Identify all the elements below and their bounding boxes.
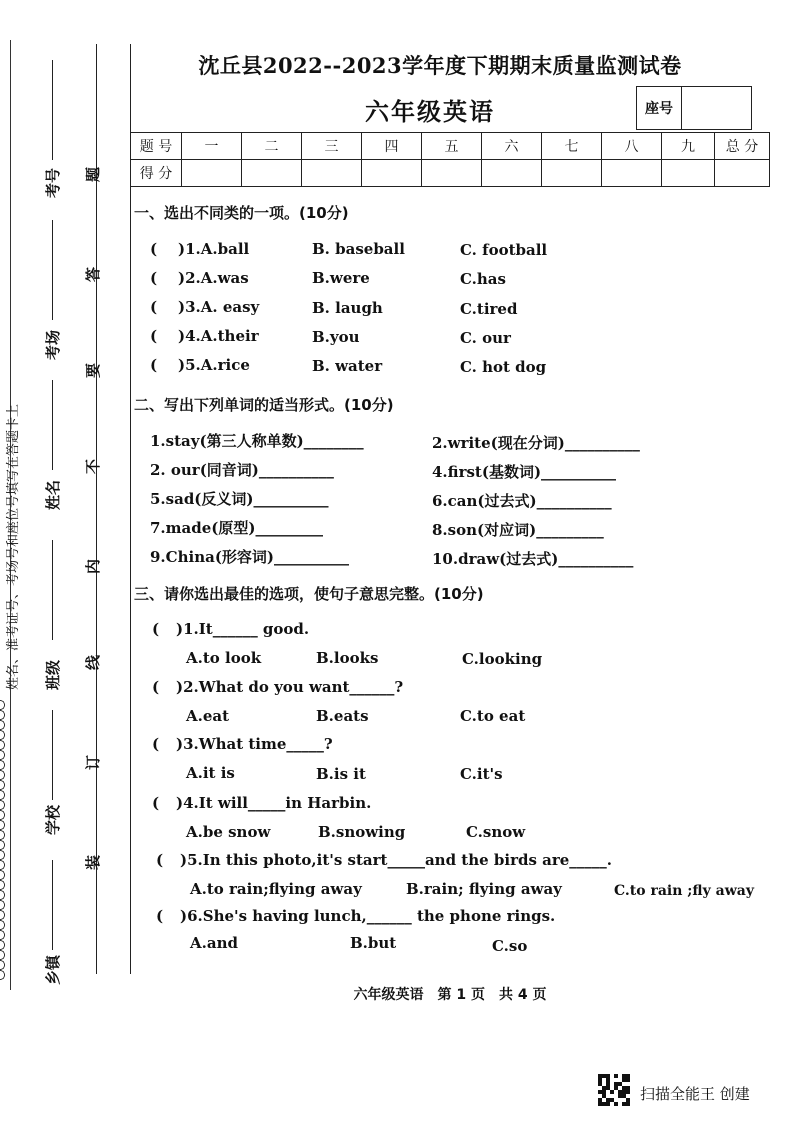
option-c: C.looking xyxy=(462,650,543,668)
option-a: )4.A.their xyxy=(178,327,259,345)
option-a: A.to rain;flying away xyxy=(190,880,362,898)
score-table-row-label: 得 分 xyxy=(131,160,182,187)
score-table-col-header: 二 xyxy=(242,133,302,160)
answer-paren[interactable]: ( xyxy=(152,678,160,696)
word-form-item[interactable]: 2.write(现在分词)__________ xyxy=(432,434,640,452)
seat-number-box xyxy=(636,86,752,130)
option-c: C.has xyxy=(460,270,506,288)
score-cell[interactable] xyxy=(242,160,302,187)
word-form-item[interactable]: 4.first(基数词)__________ xyxy=(432,463,617,481)
binding-line xyxy=(96,44,97,974)
word-form-item[interactable]: 1.stay(第三人称单数)________ xyxy=(150,432,364,450)
answer-paren[interactable]: ( xyxy=(150,298,158,316)
section3-heading: 三、请你选出最佳的选项，使句子意思完整。(10分) xyxy=(134,585,484,603)
option-a: A.and xyxy=(190,934,238,952)
option-c: C.it's xyxy=(460,765,503,783)
score-cell[interactable] xyxy=(542,160,602,187)
answer-paren[interactable]: ( xyxy=(150,327,158,345)
option-b: B. laugh xyxy=(312,299,383,317)
option-c: C. football xyxy=(460,241,548,259)
option-b: B.eats xyxy=(316,707,369,725)
option-b: B.is it xyxy=(316,765,366,783)
option-a: A.it is xyxy=(186,764,235,782)
word-form-item[interactable]: 8.son(对应词)_________ xyxy=(432,521,604,539)
option-b: B. water xyxy=(312,357,383,375)
word-form-item[interactable]: 9.China(形容词)__________ xyxy=(150,548,350,566)
score-cell[interactable] xyxy=(362,160,422,187)
score-cell[interactable] xyxy=(662,160,715,187)
option-b: B.were xyxy=(312,269,370,287)
score-table-col-header: 一 xyxy=(182,133,242,160)
answer-paren[interactable]: ( xyxy=(156,851,164,869)
answer-paren[interactable]: ( xyxy=(150,356,158,374)
question-text: )2.What do you want______? xyxy=(176,678,404,696)
answer-paren[interactable]: ( xyxy=(152,735,160,753)
option-c: C.to rain ;fly away xyxy=(614,883,754,899)
binding-underline xyxy=(52,710,53,800)
question-text: )4.It will_____in Harbin. xyxy=(176,794,372,812)
option-b: B.rain; flying away xyxy=(406,880,562,898)
score-table-col-header: 四 xyxy=(362,133,422,160)
word-form-item[interactable]: 5.sad(反义词)__________ xyxy=(150,490,329,508)
seat-number-field[interactable] xyxy=(682,87,751,129)
option-a: A.be snow xyxy=(186,823,271,841)
page-footer: 六年级英语 第 1 页 共 4 页 xyxy=(353,987,547,1003)
binding-wave-border xyxy=(0,700,10,980)
option-c: C.so xyxy=(492,937,528,955)
option-c: C. hot dog xyxy=(460,358,547,376)
option-c: C.to eat xyxy=(460,707,526,725)
option-b: B.you xyxy=(312,328,360,346)
option-a: A.to look xyxy=(186,649,262,667)
word-form-item[interactable]: 2. our(同音词)__________ xyxy=(150,461,334,479)
word-form-item[interactable]: 7.made(原型)_________ xyxy=(150,519,323,537)
seal-char: 内 xyxy=(84,558,102,574)
binding-note: 姓名、准考证号、考场号和座位号填写在答题卡上 xyxy=(6,403,21,690)
score-cell[interactable] xyxy=(715,160,770,187)
option-b: B.but xyxy=(350,934,397,952)
option-c: C. our xyxy=(460,329,511,347)
seal-char: 订 xyxy=(84,754,102,770)
section1-heading: 一、选出不同类的一项。(10分) xyxy=(134,204,349,222)
score-table xyxy=(130,132,770,187)
score-table-col-header: 五 xyxy=(422,133,482,160)
binding-underline xyxy=(52,380,53,470)
binding-underline xyxy=(52,860,53,950)
score-cell[interactable] xyxy=(422,160,482,187)
score-table-col-header: 六 xyxy=(482,133,542,160)
seal-char: 答 xyxy=(84,266,102,282)
score-table-col-header: 七 xyxy=(542,133,602,160)
binding-underline xyxy=(52,220,53,320)
seal-char: 装 xyxy=(84,854,102,870)
score-cell[interactable] xyxy=(602,160,662,187)
question-text: )6.She's having lunch,______ the phone rings. xyxy=(180,907,556,925)
section2-heading: 二、写出下列单词的适当形式。(10分) xyxy=(134,396,394,414)
score-table-score-row xyxy=(131,160,770,187)
seal-char: 线 xyxy=(84,654,102,670)
score-table-header-row xyxy=(131,133,770,160)
option-a: )5.A.rice xyxy=(178,356,250,374)
option-b: B. baseball xyxy=(312,240,405,258)
option-c: C.tired xyxy=(460,300,518,318)
option-a: A.eat xyxy=(186,707,230,725)
seat-number-label: 座号 xyxy=(637,87,682,129)
option-a: )3.A. easy xyxy=(178,298,260,316)
answer-paren[interactable]: ( xyxy=(150,269,158,287)
binding-field-name: 姓名 xyxy=(44,479,62,510)
score-cell[interactable] xyxy=(302,160,362,187)
answer-paren[interactable]: ( xyxy=(152,794,160,812)
score-cell[interactable] xyxy=(182,160,242,187)
score-table-col-header: 三 xyxy=(302,133,362,160)
answer-paren[interactable]: ( xyxy=(156,907,164,925)
score-cell[interactable] xyxy=(482,160,542,187)
seal-char: 题 xyxy=(84,166,102,182)
word-form-item[interactable]: 6.can(过去式)__________ xyxy=(432,492,612,510)
score-table-col-header: 九 xyxy=(662,133,715,160)
word-form-item[interactable]: 10.draw(过去式)__________ xyxy=(432,550,634,568)
option-b: B.looks xyxy=(316,649,379,667)
qr-code-icon xyxy=(598,1074,630,1106)
question-text: )1.It______ good. xyxy=(176,620,310,638)
seal-char: 不 xyxy=(84,458,102,474)
option-c: C.snow xyxy=(466,823,526,841)
option-a: )2.A.was xyxy=(178,269,249,287)
binding-field-township: 乡镇 xyxy=(44,954,62,985)
score-table-row-label: 题 号 xyxy=(131,133,182,160)
answer-paren[interactable]: ( xyxy=(152,620,160,638)
scanner-watermark: 扫描全能王 创建 xyxy=(640,1085,750,1103)
option-a: )1.A.ball xyxy=(178,240,250,258)
binding-field-school: 学校 xyxy=(44,804,62,835)
seal-char: 要 xyxy=(84,362,102,378)
binding-field-exam-number: 考号 xyxy=(44,167,62,198)
question-text: )3.What time_____? xyxy=(176,735,333,753)
score-table-col-header: 八 xyxy=(602,133,662,160)
binding-underline xyxy=(52,540,53,640)
answer-paren[interactable]: ( xyxy=(150,240,158,258)
binding-field-exam-room: 考场 xyxy=(44,329,62,360)
binding-field-class: 班级 xyxy=(44,659,62,690)
exam-subtitle: 六年级英语 xyxy=(365,97,495,126)
exam-title: 沈丘县2022--2023学年度下期期末质量监测试卷 xyxy=(198,53,682,78)
binding-underline xyxy=(52,60,53,160)
option-b: B.snowing xyxy=(318,823,406,841)
score-table-col-header: 总 分 xyxy=(715,133,770,160)
question-text: )5.In this photo,it's start_____and the birds are_____. xyxy=(180,851,613,869)
